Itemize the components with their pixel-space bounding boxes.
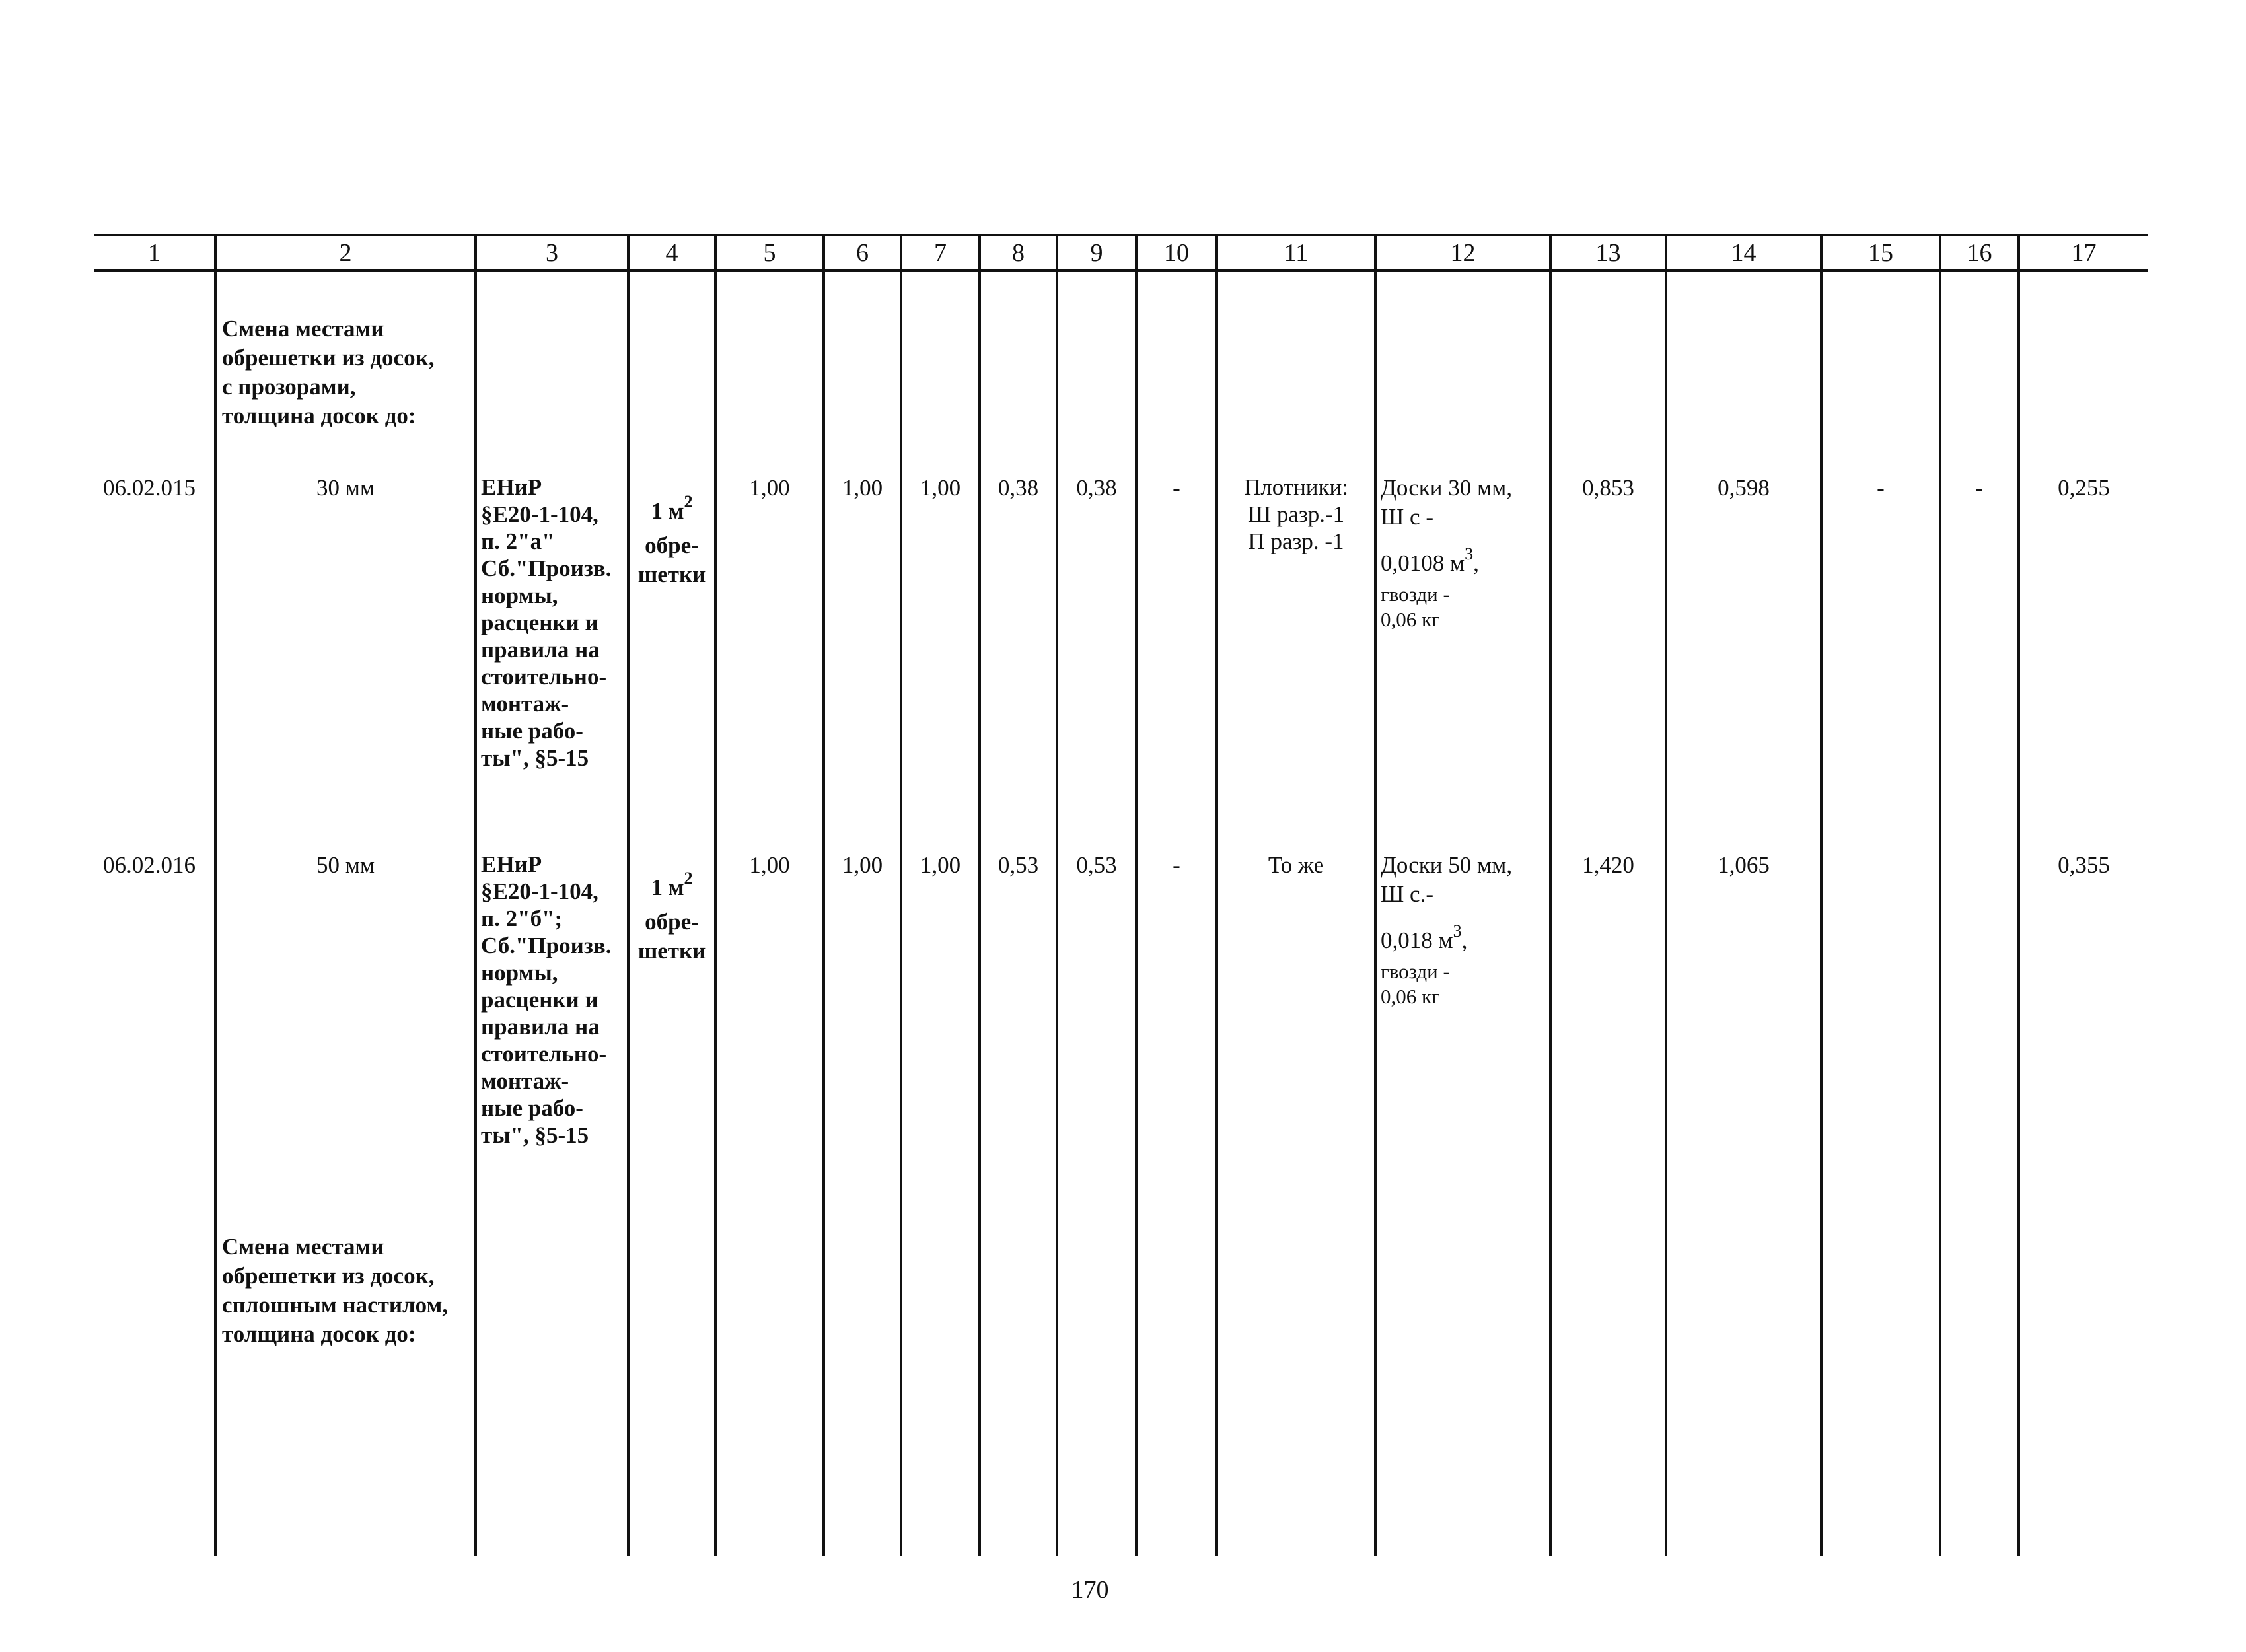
row-code: 06.02.016: [103, 852, 196, 878]
row-col-15: -: [1877, 475, 1885, 501]
row-col-5: 1,00: [749, 852, 790, 878]
row-col-9: 0,53: [1076, 852, 1117, 878]
row-code: 06.02.015: [103, 475, 196, 501]
row-col-14: 0,598: [1718, 475, 1770, 501]
header-col-6: 6: [856, 239, 869, 267]
header-col-13: 13: [1595, 239, 1621, 267]
group-heading: Смена местами обрешетки из досок, сплошным настилом, толщина досок до:: [222, 1234, 449, 1347]
row-thickness: 50 мм: [316, 852, 375, 878]
row-col-13: 1,420: [1582, 852, 1634, 878]
row-col-10: -: [1173, 852, 1180, 878]
row-basis: ЕНиР §Е20-1-104, п. 2"а" Сб."Произв. нормы, расценки и правила на стоительно- монтаж- ные рабо- ты", §5-15: [481, 474, 612, 771]
row-col-13: 0,853: [1582, 475, 1634, 501]
header-col-10: 10: [1164, 239, 1189, 267]
header-col-7: 7: [934, 239, 947, 267]
row-col-10: -: [1173, 475, 1180, 501]
row-col-5: 1,00: [749, 475, 790, 501]
row-thickness: 30 мм: [316, 475, 375, 501]
row-col-14: 1,065: [1718, 852, 1770, 878]
header-col-17: 17: [2071, 239, 2097, 267]
row-col-6: 1,00: [842, 475, 883, 501]
row-col-9: 0,38: [1076, 475, 1117, 501]
header-col-16: 16: [1967, 239, 1992, 267]
row-col-7: 1,00: [920, 852, 961, 878]
row-unit: 1 $м^2$ обре- шетки: [637, 492, 706, 587]
row-col-16: -: [1975, 475, 1984, 501]
row-workers: То же: [1268, 852, 1324, 878]
row-col-8: 0,38: [997, 475, 1039, 501]
row-col-7: 1,00: [920, 475, 961, 501]
header-col-2: 2: [339, 239, 352, 267]
header-col-12: 12: [1450, 239, 1476, 267]
header-col-9: 9: [1090, 239, 1103, 267]
row-col-17: 0,255: [2058, 475, 2110, 501]
header-col-5: 5: [763, 239, 776, 267]
header-col-15: 15: [1868, 239, 1893, 267]
row-col-6: 1,00: [842, 852, 883, 878]
header-col-1: 1: [148, 239, 161, 267]
header-col-4: 4: [665, 239, 678, 267]
row-basis: ЕНиР §Е20-1-104, п. 2"б"; Сб."Произв. нормы, расценки и правила на стоительно- монтаж- ные рабо- ты", §5-15: [481, 851, 612, 1148]
row-col-17: 0,355: [2058, 852, 2110, 878]
row-col-8: 0,53: [997, 852, 1039, 878]
row-unit: 1 $м^2$ обре- шетки: [637, 869, 706, 964]
table-header-rule: [94, 269, 2148, 272]
row-materials: Доски 30 мм, Ш с - 0,0108 $м^3$, гвозди - 0,06 кг: [1381, 475, 1513, 631]
header-col-3: 3: [546, 239, 558, 267]
header-col-14: 14: [1731, 239, 1757, 267]
row-materials: Доски 50 мм, Ш с.- 0,018 $м^3$, гвозди - 0,06 кг: [1381, 852, 1513, 1008]
row-workers: Плотники: Ш разр.-1 П разр. -1: [1244, 474, 1348, 554]
header-col-11: 11: [1284, 239, 1309, 267]
group-heading: Смена местами обрешетки из досок, с прозорами, толщина досок до:: [222, 316, 435, 429]
page-number: 170: [1071, 1576, 1109, 1604]
header-col-8: 8: [1012, 239, 1025, 267]
